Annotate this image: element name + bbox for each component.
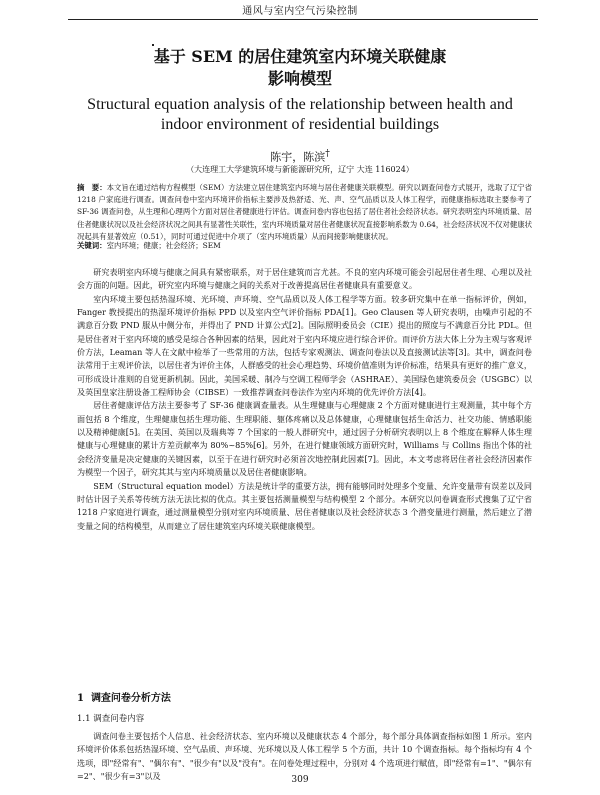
keywords [77,240,532,251]
title-en-line1: Structural equation analysis of the relationship between health and [87,96,513,113]
section-heading-1 [77,689,171,704]
abstract-text: 本文旨在通过结构方程模型（SEM）方法建立居住建筑室内环境与居住者健康关联模型。研究以调查问卷方式展开，选取了辽宁省 1218 户家庭进行调查。调查问卷中室内环境评价指标主要涉及热舒适、光、声、空气品质以及人体工程学，而健康指标选取主要参考了 SF-36 调查问卷，从生理和心理两个方面对居住者健康进行评估。调查问卷内容也包括了居住者社会经济状态。研究表明室内环境质量、居住者健康状况以及社会经济状况之间具有显著性关联性，室内环境质量对居住者健康状况直接影响系数为 0.64，社会经济状况不仅对健康状况起具有显著效应（0.51），同时可通过促进中介项了（室内环境质量）从而间接影响健康状况。 [77,183,532,241]
keywords-label: 关键词： [77,241,107,250]
section-title: 调查问卷分析方法 [90,693,171,704]
keywords-text: 室内环境；健康；社会经济；SEM [106,241,221,250]
abstract-label: 摘 要： [77,183,107,192]
subsection-number: 1.1 [77,714,91,724]
page-number: 309 [291,775,309,785]
introduction-body [77,266,532,533]
paragraph: 室内环境主要包括热湿环境、光环境、声环境、空气品质以及人体工程学等方面。较多研究集中在单一指标评价，例如，Fanger 教授提出的热湿环境评价指标 PPD 以及室内空气评价指标 PDA[1]。Geo Clausen 等人研究表明，由噪声引起的不满意百分数 PND 服从中侧分布，并得出了 PND 计算公式[2]。国际照明委员会（CIE）提出的照度与不满意百分比 PDL。但是居住者对于室内环境的感受是综合各种因素的结果，因此对于室内环境应进行综合评价。而评价方法大体上分为主观与客观评价方法，Leaman 等人在文献中检举了一些常用的方法，包括专家观测法、调查问卷法以及直接测试法等[3]。其中，调查问卷法常用于主观评价法，以居住者为评价主体，人群感受的社会心理趋势、环境价值准则为评价标准，结果具有更好的推广意义，可形成设计准则的自觉更新机制。因此，美国采暖、制冷与空调工程师学会（ASHRAE）、美国绿色建筑委员会（USGBC）以及英国皇家注册设备工程师协会（CIBSE）一致推荐调查问卷法作为室内环境的优先评价方法[4]。 [77,293,532,398]
author-names: 陈宇，陈滨 [270,150,326,164]
title-zh-line1: 基于 SEM 的居住建筑室内环境关联健康 [153,47,447,66]
authors [0,148,600,165]
section-heading-1-1 [77,712,144,724]
header-rule [68,19,538,20]
title-zh-line2: 影响模型 [267,69,332,88]
title-en-line2: indoor environment of residential buildings [160,116,440,133]
section-number: 1 [77,693,84,704]
paragraph: SEM（Structural equation model）方法是统计学的重要方法，拥有能够同时处理多个变量、允许变量带有误差以及同时估计因子关系等传统方法无法比拟的优点。其主要包括测量模型与结构模型 2 个部分。本研究以问卷调查形式搜集了辽宁省 1218 户家庭进行调查，通过测量模型分别对室内环境质量、居住者健康以及社会经济状态 3 个潜变量进行测量，然后建立了潜变量之间的结构模型，从而建立了居住建筑室内环境关联健康模型。 [77,480,532,531]
paragraph: 居住者健康评估方法主要参考了 SF-36 健康调查量表。从生理健康与心理健康 2 个方面对健康进行主观测量，其中每个方面包括 8 个维度，生理健康包括生理功能、生理职能、躯体疼痛以及总体健康，心理健康包括生命活力、社交功能、情感职能以及精神健康[5]。在美国、英国以及瑞典等 7 个国家的一般人群研究中，通过因子分析研究表明以上 8 个维度在解释人体生理健康与心理健康的累计方差贡献率为 80%~85%[6]。另外，在进行健康领域方面研究时，Williams 与 Collins 指出个体的社会经济变量是决定健康的关键因素，以至于在进行研究时必须首次地控制此因素[7]。因此，本文考虑将居住者社会经济因素作为模型一个因子，研究其其与室内环境质量以及居住者健康影响。 [77,400,532,478]
paragraph: 研究表明室内环境与健康之间具有紧密联系，对于居住建筑而言尤甚。不良的室内环境可能会引起居住者生理、心理以及社会方面的问题。因此，研究室内环境与健康之间的关系对于改善提高居住者健康具有重要意义。 [77,267,532,291]
running-header: 通风与室内空气污染控制 [242,6,358,17]
title-chinese [0,46,600,90]
affiliation: （大连理工大学建筑环境与新能源研究所，辽宁 大连 116024） [186,165,414,174]
author-mark: † [325,148,330,159]
title-english [0,95,600,135]
subsection-title: 调查问卷内容 [93,714,145,724]
abstract [77,182,532,243]
paragraph: 调查问卷主要包括个人信息、社会经济状态、室内环境以及健康状态 4 个部分，每个部分具体调查指标如图 1 所示。室内环境评价体系包括热湿环境、空气品质、声环境、光环境以及人体工程学 5 个方面，共计 10 个调查指标。每个指标均有 4 个选项，即"经常有"、"偶尔有"、"很少有"以及"没有"。在问卷处理过程中，分别对 4 个选项进行赋值，即"经常有=1"、"偶尔有=2"、"很少有=3"以及 [77,731,532,782]
